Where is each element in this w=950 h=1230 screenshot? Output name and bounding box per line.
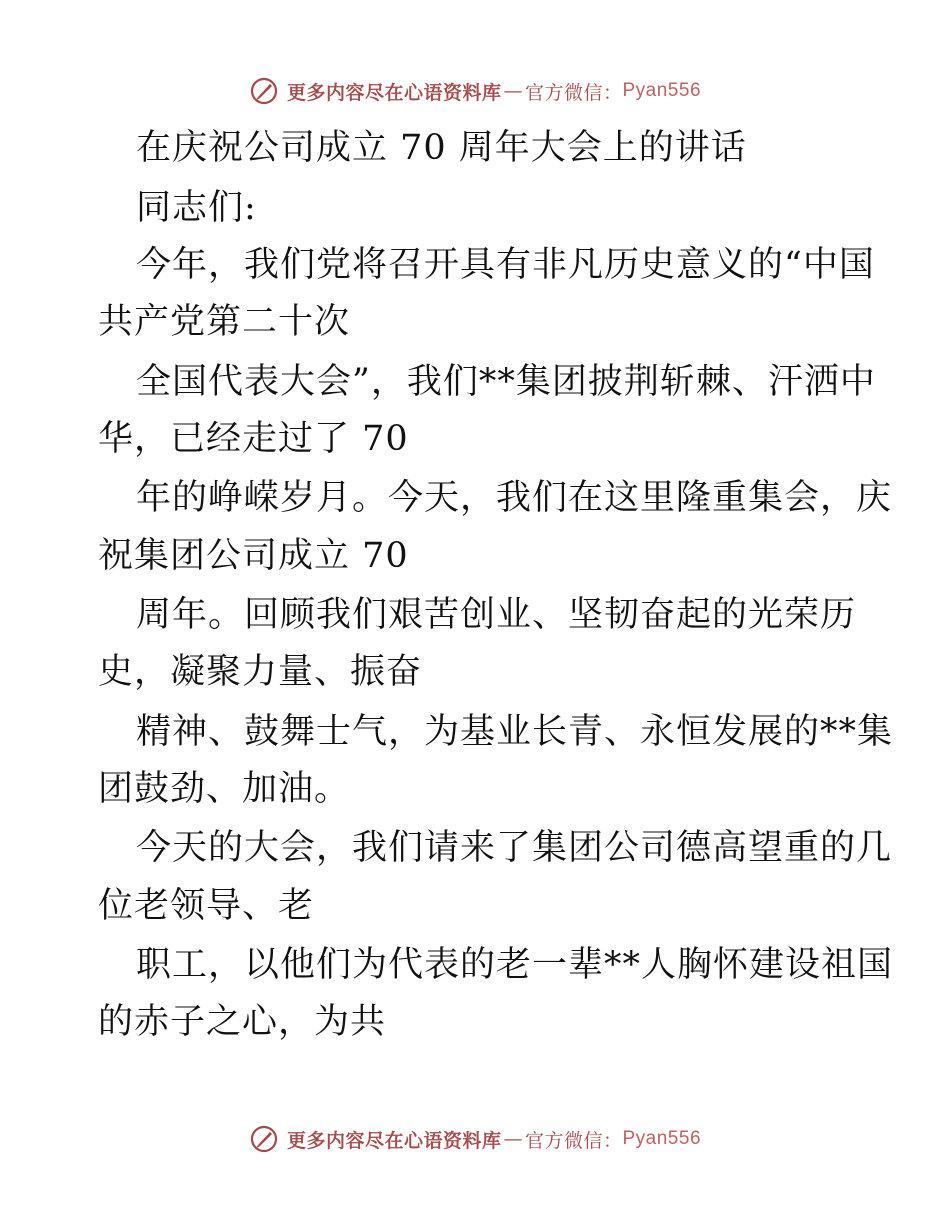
watermark-wechat-id: Pyan556 [622,80,702,101]
document-title: 在庆祝公司成立 70 周年大会上的讲话 [136,128,747,168]
watermark-site-text: 更多内容尽在心语资料库 [286,81,502,104]
watermark-label: 官方微信： [524,1129,623,1152]
text-line: 年的峥嵘岁月。今天，我们在这里隆重集会，庆 [136,478,893,518]
header-watermark [0,76,950,106]
text-line: 团鼓劲、加油。 [98,769,351,809]
text-line: 今天的大会，我们请来了集团公司德高望重的几 [136,828,893,868]
watermark-site-text: 更多内容尽在心语资料库 [286,1129,502,1152]
text-line: 全国代表大会”，我们**集团披荆斩棘、汗洒中 [136,362,876,402]
watermark-dash: — [503,80,523,102]
watermark-dash: — [503,1128,523,1150]
quill-logo-icon [249,76,279,106]
text-line: 祝集团公司成立 70 [98,536,409,576]
text-line: 精神、鼓舞士气，为基业长青、永恒发展的**集 [136,712,894,752]
text-line: 华，已经走过了 70 [98,419,409,459]
text-line: 今年，我们党将召开具有非凡历史意义的“中国 [136,245,875,285]
watermark-label: 官方微信： [524,81,623,104]
text-line: 史，凝聚力量、振奋 [98,652,423,692]
text-line: 位老领导、老 [98,886,315,926]
text-line: 共产党第二十次 [98,302,351,342]
quill-logo-icon [249,1124,279,1154]
text-line: 的赤子之心，为共 [98,1002,387,1042]
salutation: 同志们: [136,188,257,228]
footer-watermark [0,1124,950,1154]
text-line: 周年。回顾我们艰苦创业、坚韧奋起的光荣历 [136,595,857,635]
watermark-wechat-id: Pyan556 [622,1128,702,1149]
text-line: 职工，以他们为代表的老一辈**人胸怀建设祖国 [136,945,894,985]
